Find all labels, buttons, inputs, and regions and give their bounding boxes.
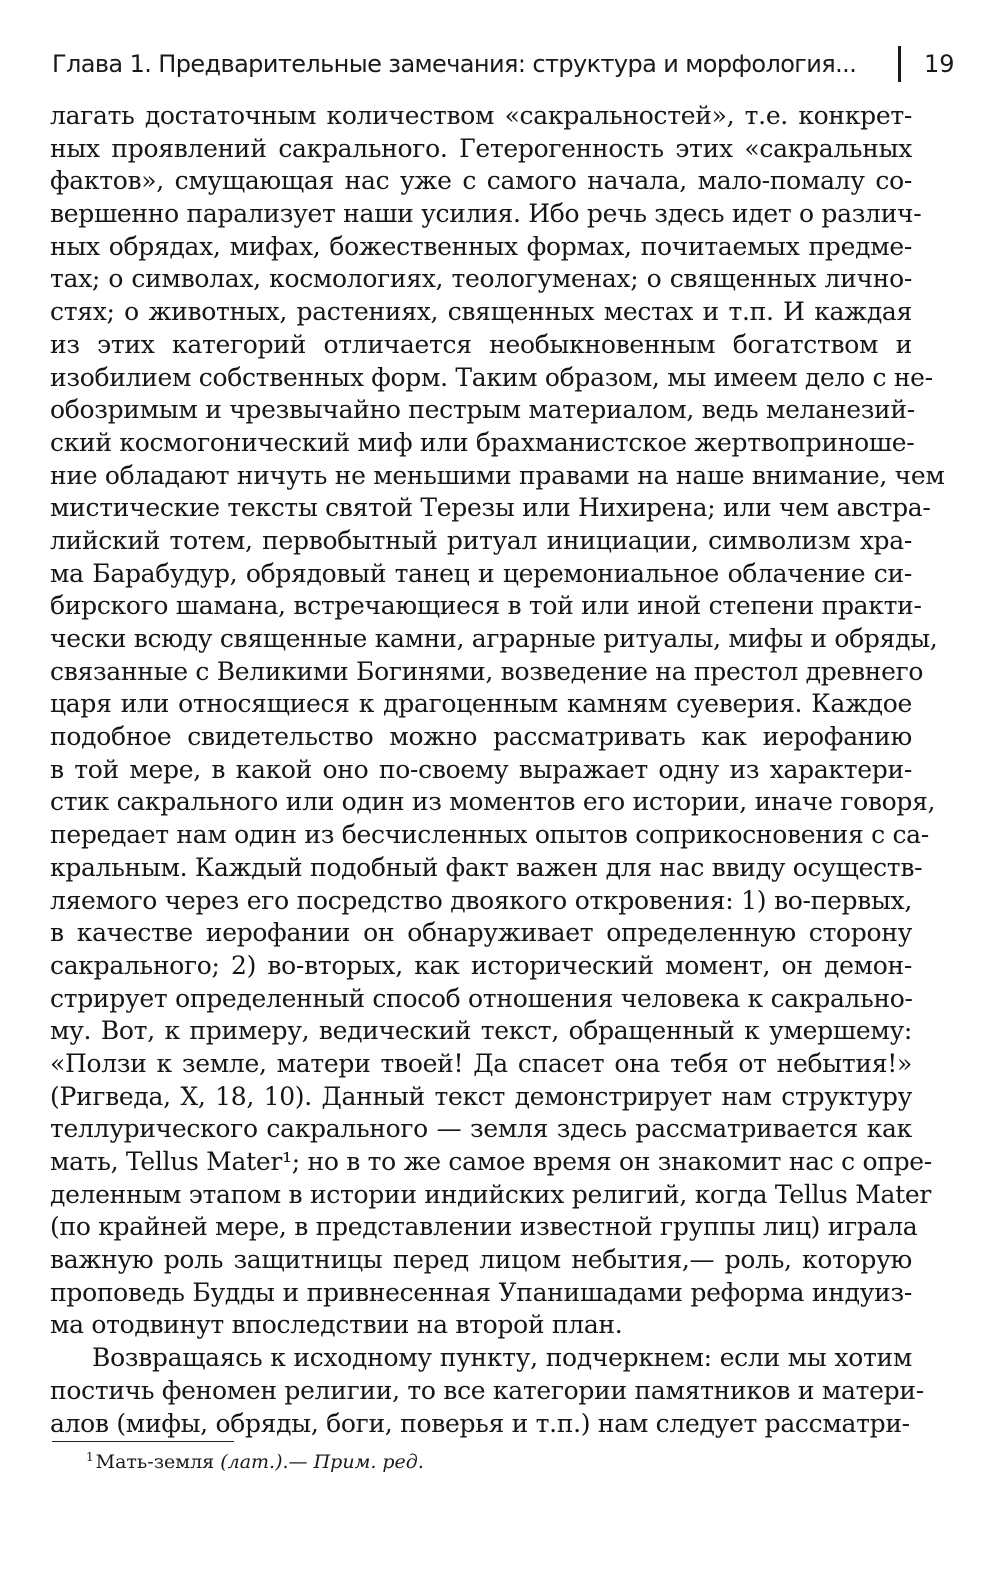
text-line: фактов», смущающая нас уже с самого начала, мало-помалу со- (50, 166, 912, 196)
text-line: в качестве иерофании он обнаруживает определенную сторону (50, 918, 912, 948)
text-line: ма отодвинут впоследствии на второй план. (50, 1310, 623, 1340)
text-line: (по крайней мере, в представлении известной группы лиц) играла (50, 1212, 918, 1242)
page-number: 19 (924, 50, 955, 78)
text-line: изобилием собственных форм. Таким образом, мы имеем дело с не- (50, 362, 933, 392)
text-line: ние обладают ничуть не меньшими правами на наше внимание, чем (50, 460, 945, 490)
text-line: проповедь Будды и привнесенная Упанишадами реформа индуиз- (50, 1277, 912, 1307)
text-line: лийский тотем, первобытный ритуал инициации, символизм хра- (50, 525, 912, 555)
text-line: тах; о символах, космологиях, теологуменах; о священных лично- (50, 264, 912, 294)
text-line: ных проявлений сакрального. Гетерогенность этих «сакральных (50, 133, 912, 163)
text-line: «Ползи к земле, матери твоей! Да спасет она тебя от небытия!» (50, 1048, 912, 1078)
text-line: сакрального; 2) во-вторых, как исторический момент, он демон- (50, 950, 912, 980)
text-line: вершенно парализует наши усилия. Ибо речь здесь идет о различ- (50, 199, 922, 229)
body-text (50, 100, 945, 1440)
text-line: деленным этапом в истории индийских религий, когда Tellus Mater (50, 1179, 932, 1209)
paragraph (50, 100, 945, 1342)
footnote-text: Мать-земля (95, 1451, 215, 1473)
text-line: теллурического сакрального — земля здесь рассматривается как (50, 1114, 912, 1144)
text-line: кральным. Каждый подобный факт важен для нас ввиду осуществ- (50, 852, 923, 882)
text-line: передает нам один из бесчисленных опытов соприкосновения с са- (50, 820, 929, 850)
text-line: (Ригведа, X, 18, 10). Данный текст демонстрирует нам структуру (50, 1081, 912, 1111)
text-line: Возвращаясь к исходному пункту, подчеркнем: если мы хотим (92, 1343, 912, 1373)
text-line: ма Барабудур, обрядовый танец и церемониальное облачение си- (50, 558, 912, 588)
text-line: важную роль защитницы перед лицом небытия,— роль, которую (50, 1245, 912, 1275)
text-line: ский космогонический миф или брахманистское жертвоприноше- (50, 427, 915, 457)
text-line: из этих категорий отличается необыкновенным богатством и (50, 329, 912, 359)
header-divider (898, 46, 901, 82)
text-line: ляемого через его посредство двоякого откровения: 1) во-первых, (50, 885, 912, 915)
footnote (86, 1450, 424, 1473)
text-line: стрирует определенный способ отношения человека к сакрально- (50, 983, 913, 1013)
text-line: му. Вот, к примеру, ведический текст, обращенный к умершему: (50, 1016, 912, 1046)
text-line: обозримым и чрезвычайно пестрым материалом, ведь меланезий- (50, 395, 915, 425)
chapter-title: Глава 1. Предварительные замечания: структура и морфология... (52, 50, 857, 78)
text-line: в той мере, в какой оно по-своему выражает одну из характери- (50, 754, 912, 784)
text-line: стик сакрального или один из моментов его истории, иначе говоря, (50, 787, 936, 817)
text-line: постичь феномен религии, то все категории памятников и матери- (50, 1375, 924, 1405)
text-line: подобное свидетельство можно рассматривать как иерофанию (50, 722, 912, 752)
paragraph (50, 1342, 924, 1440)
running-header (52, 42, 955, 88)
footnote-marker: 1 (86, 1450, 94, 1464)
footnote-lang: (лат.) (220, 1451, 283, 1473)
text-line: бирского шамана, встречающиеся в той или иной степени практи- (50, 591, 922, 621)
footnote-editor-note: Прим. ред. (313, 1451, 424, 1473)
text-line: царя или относящиеся к драгоценным камням суеверия. Каждое (50, 689, 912, 719)
text-line: чески всюду священные камни, аграрные ритуалы, мифы и обряды, (50, 624, 938, 653)
text-line: алов (мифы, обряды, боги, поверья и т.п.) нам следует рассматри- (50, 1408, 910, 1438)
text-line: стях; о животных, растениях, священных местах и т.п. И каждая (50, 297, 912, 327)
text-line: лагать достаточным количеством «сакральностей», т.е. конкрет- (50, 101, 912, 130)
text-line: ных обрядах, мифах, божественных формах, почитаемых предме- (50, 231, 912, 261)
text-line: мистические тексты святой Терезы или Нихирена; или чем австра- (50, 493, 931, 523)
text-line: мать, Tellus Mater¹; но в то же самое время он знакомит нас с опре- (50, 1147, 932, 1176)
footnote-divider (52, 1441, 234, 1442)
footnote-dash: .— (282, 1451, 308, 1473)
text-line: связанные с Великими Богинями, возведение на престол древнего (50, 656, 924, 686)
